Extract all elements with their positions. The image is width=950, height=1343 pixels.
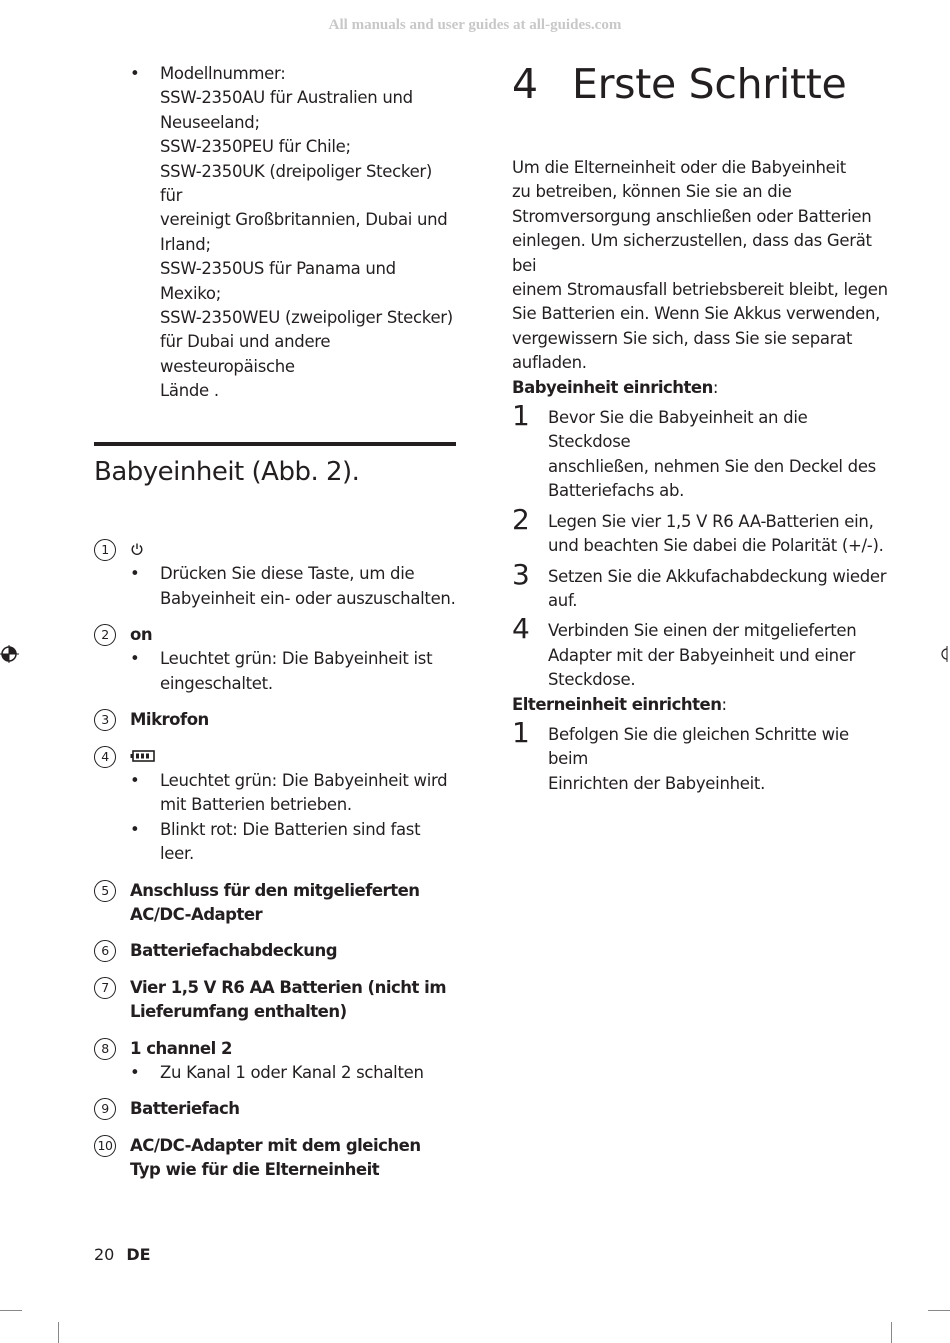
model-line: Irland; [160, 234, 211, 254]
page-footer [94, 1245, 151, 1264]
step [512, 715, 892, 796]
model-number-bullet [94, 62, 456, 404]
item-title: 1 channel 2 [130, 1038, 232, 1058]
item-number: 4 [94, 746, 116, 768]
item-number: 6 [94, 940, 116, 962]
step-line: Adapter mit der Babyeinheit und einer [548, 645, 856, 665]
crop-mark [58, 1322, 59, 1343]
item-3 [94, 708, 456, 732]
step-line: anschließen, nehmen Sie den Deckel des [548, 456, 876, 476]
item-number: 8 [94, 1038, 116, 1060]
step-line: Steckdose. [548, 670, 636, 690]
item-10 [94, 1134, 456, 1183]
item-9 [94, 1097, 456, 1121]
item-number: 10 [94, 1135, 116, 1157]
chapter-heading [512, 58, 892, 110]
item-number: 2 [94, 624, 116, 646]
item-bullet [130, 1061, 456, 1085]
step [512, 557, 892, 614]
bullet-line: Leuchtet grün: Die Babyeinheit wird [160, 770, 448, 790]
bullet-dot: • [130, 770, 140, 790]
item-bullet [130, 562, 456, 611]
item-title [130, 745, 456, 769]
model-line: SSW-2350AU für Australien und [160, 88, 413, 108]
item-number: 3 [94, 709, 116, 731]
item-title: Batteriefachabdeckung [130, 941, 338, 961]
bullet-line: Babyeinheit ein- oder auszuschalten. [160, 588, 456, 608]
model-line: vereinigt Großbritannien, Dubai und [160, 210, 448, 230]
intro-line: aufladen. [512, 353, 587, 373]
chapter-title: Erste Schritte [572, 60, 847, 108]
intro-line: Stromversorgung anschließen oder Batterien [512, 206, 872, 226]
item-1 [94, 538, 456, 611]
step-line: Legen Sie vier 1,5 V R6 AA-Batterien ein, [548, 511, 874, 531]
crop-mark [891, 1322, 892, 1343]
item-title: AC/DC-Adapter mit dem gleichen [130, 1135, 421, 1155]
power-icon [130, 542, 144, 556]
step-line: Batteriefachs ab. [548, 481, 685, 501]
chapter-number: 4 [512, 60, 538, 108]
bullet-line: mit Batterien betrieben. [160, 795, 352, 815]
language-code: DE [126, 1245, 151, 1264]
registration-mark-icon [0, 644, 20, 664]
intro-line: Sie Batterien ein. Wenn Sie Akkus verwenden, [512, 304, 881, 324]
intro-line: Um die Elterneinheit oder die Babyeinheit [512, 158, 846, 177]
item-title: Lieferumfang enthalten) [130, 1002, 347, 1022]
watermark: All manuals and user guides at all-guides.com [328, 17, 622, 33]
left-column [94, 62, 456, 1183]
step-line: Bevor Sie die Babyeinheit an die Steckdose [548, 408, 808, 452]
item-number: 7 [94, 977, 116, 999]
item-title: Typ wie für die Elterneinheit [130, 1160, 380, 1180]
step-line: Befolgen Sie die gleichen Schritte wie beim [548, 724, 849, 769]
section-title: Babyeinheit (Abb. 2). [94, 456, 360, 487]
step-number: 1 [512, 715, 530, 749]
step [512, 399, 892, 504]
item-bullet [130, 818, 456, 867]
right-column [512, 58, 892, 796]
step-number: 4 [512, 612, 530, 646]
section-divider [94, 442, 456, 446]
model-line: SSW-2350PEU für Chile; [160, 137, 351, 157]
item-title: Mikrofon [130, 710, 209, 730]
item-5 [94, 879, 456, 928]
subheading-baby-unit: Babyeinheit einrichten: [512, 377, 719, 397]
item-7 [94, 976, 456, 1025]
model-line: SSW-2350WEU (zweipoliger Stecker) [160, 308, 453, 328]
item-number: 9 [94, 1098, 116, 1120]
item-bullet [130, 647, 456, 696]
step [512, 612, 892, 692]
bullet-dot: • [130, 1063, 140, 1082]
intro-line: vergewissern Sie sich, dass Sie sie separat [512, 328, 853, 348]
step-line: Setzen Sie die Akkufachabdeckung wieder [548, 566, 887, 586]
bullet-line: Blinkt rot: Die Batterien sind fast leer. [160, 819, 421, 864]
model-line: Neuseeland; [160, 112, 260, 132]
bullet-line: eingeschaltet. [160, 673, 273, 693]
intro-line: zu betreiben, können Sie sie an die [512, 182, 792, 202]
page-number: 20 [94, 1245, 115, 1264]
bullet-dot: • [130, 564, 140, 584]
bullet-line: Zu Kanal 1 oder Kanal 2 schalten [160, 1063, 424, 1082]
item-4 [94, 745, 456, 867]
battery-icon [130, 749, 156, 763]
step-line: Verbinden Sie einen der mitgelieferten [548, 621, 857, 641]
step-number: 3 [512, 557, 530, 591]
item-title: Vier 1,5 V R6 AA Batterien (nicht im [130, 977, 447, 997]
step-number: 1 [512, 399, 530, 433]
crop-mark [928, 1310, 950, 1311]
step-line: auf. [548, 590, 578, 610]
item-6 [94, 939, 456, 963]
item-8 [94, 1037, 456, 1086]
item-2 [94, 623, 456, 696]
item-title: Anschluss für den mitgelieferten [130, 880, 420, 900]
registration-mark-icon [940, 646, 950, 662]
item-number: 5 [94, 880, 116, 902]
step [512, 502, 892, 559]
item-title: Batteriefach [130, 1099, 240, 1119]
intro-line: einem Stromausfall betriebsbereit bleibt, legen [512, 280, 888, 300]
bullet-dot: • [130, 819, 140, 839]
model-line: Lände . [160, 381, 219, 401]
step-number: 2 [512, 502, 530, 536]
model-line: für Dubai und andere westeuropäische [160, 332, 331, 376]
model-line: SSW-2350US für Panama und Mexiko; [160, 259, 396, 303]
item-bullet [130, 769, 456, 818]
bullet-dot: • [130, 649, 140, 669]
bullet-line: Drücken Sie diese Taste, um die [160, 564, 415, 584]
subheading-parent-unit: Elterneinheit einrichten: [512, 694, 727, 714]
item-title: on [130, 624, 153, 644]
item-title [130, 538, 456, 562]
crop-mark [0, 1310, 22, 1311]
bullet-dot: • [130, 64, 140, 83]
item-number: 1 [94, 539, 116, 561]
step-line: Einrichten der Babyeinheit. [548, 773, 766, 793]
intro-paragraph [512, 156, 892, 376]
bullet-line: Leuchtet grün: Die Babyeinheit ist [160, 649, 433, 669]
item-title: AC/DC-Adapter [130, 904, 263, 924]
intro-line: einlegen. Um sicherzustellen, dass das Gerät bei [512, 231, 872, 275]
model-line: Modellnummer: [160, 64, 286, 83]
step-line: und beachten Sie dabei die Polarität (+/-). [548, 536, 884, 556]
model-line: SSW-2350UK (dreipoliger Stecker) für [160, 161, 433, 206]
